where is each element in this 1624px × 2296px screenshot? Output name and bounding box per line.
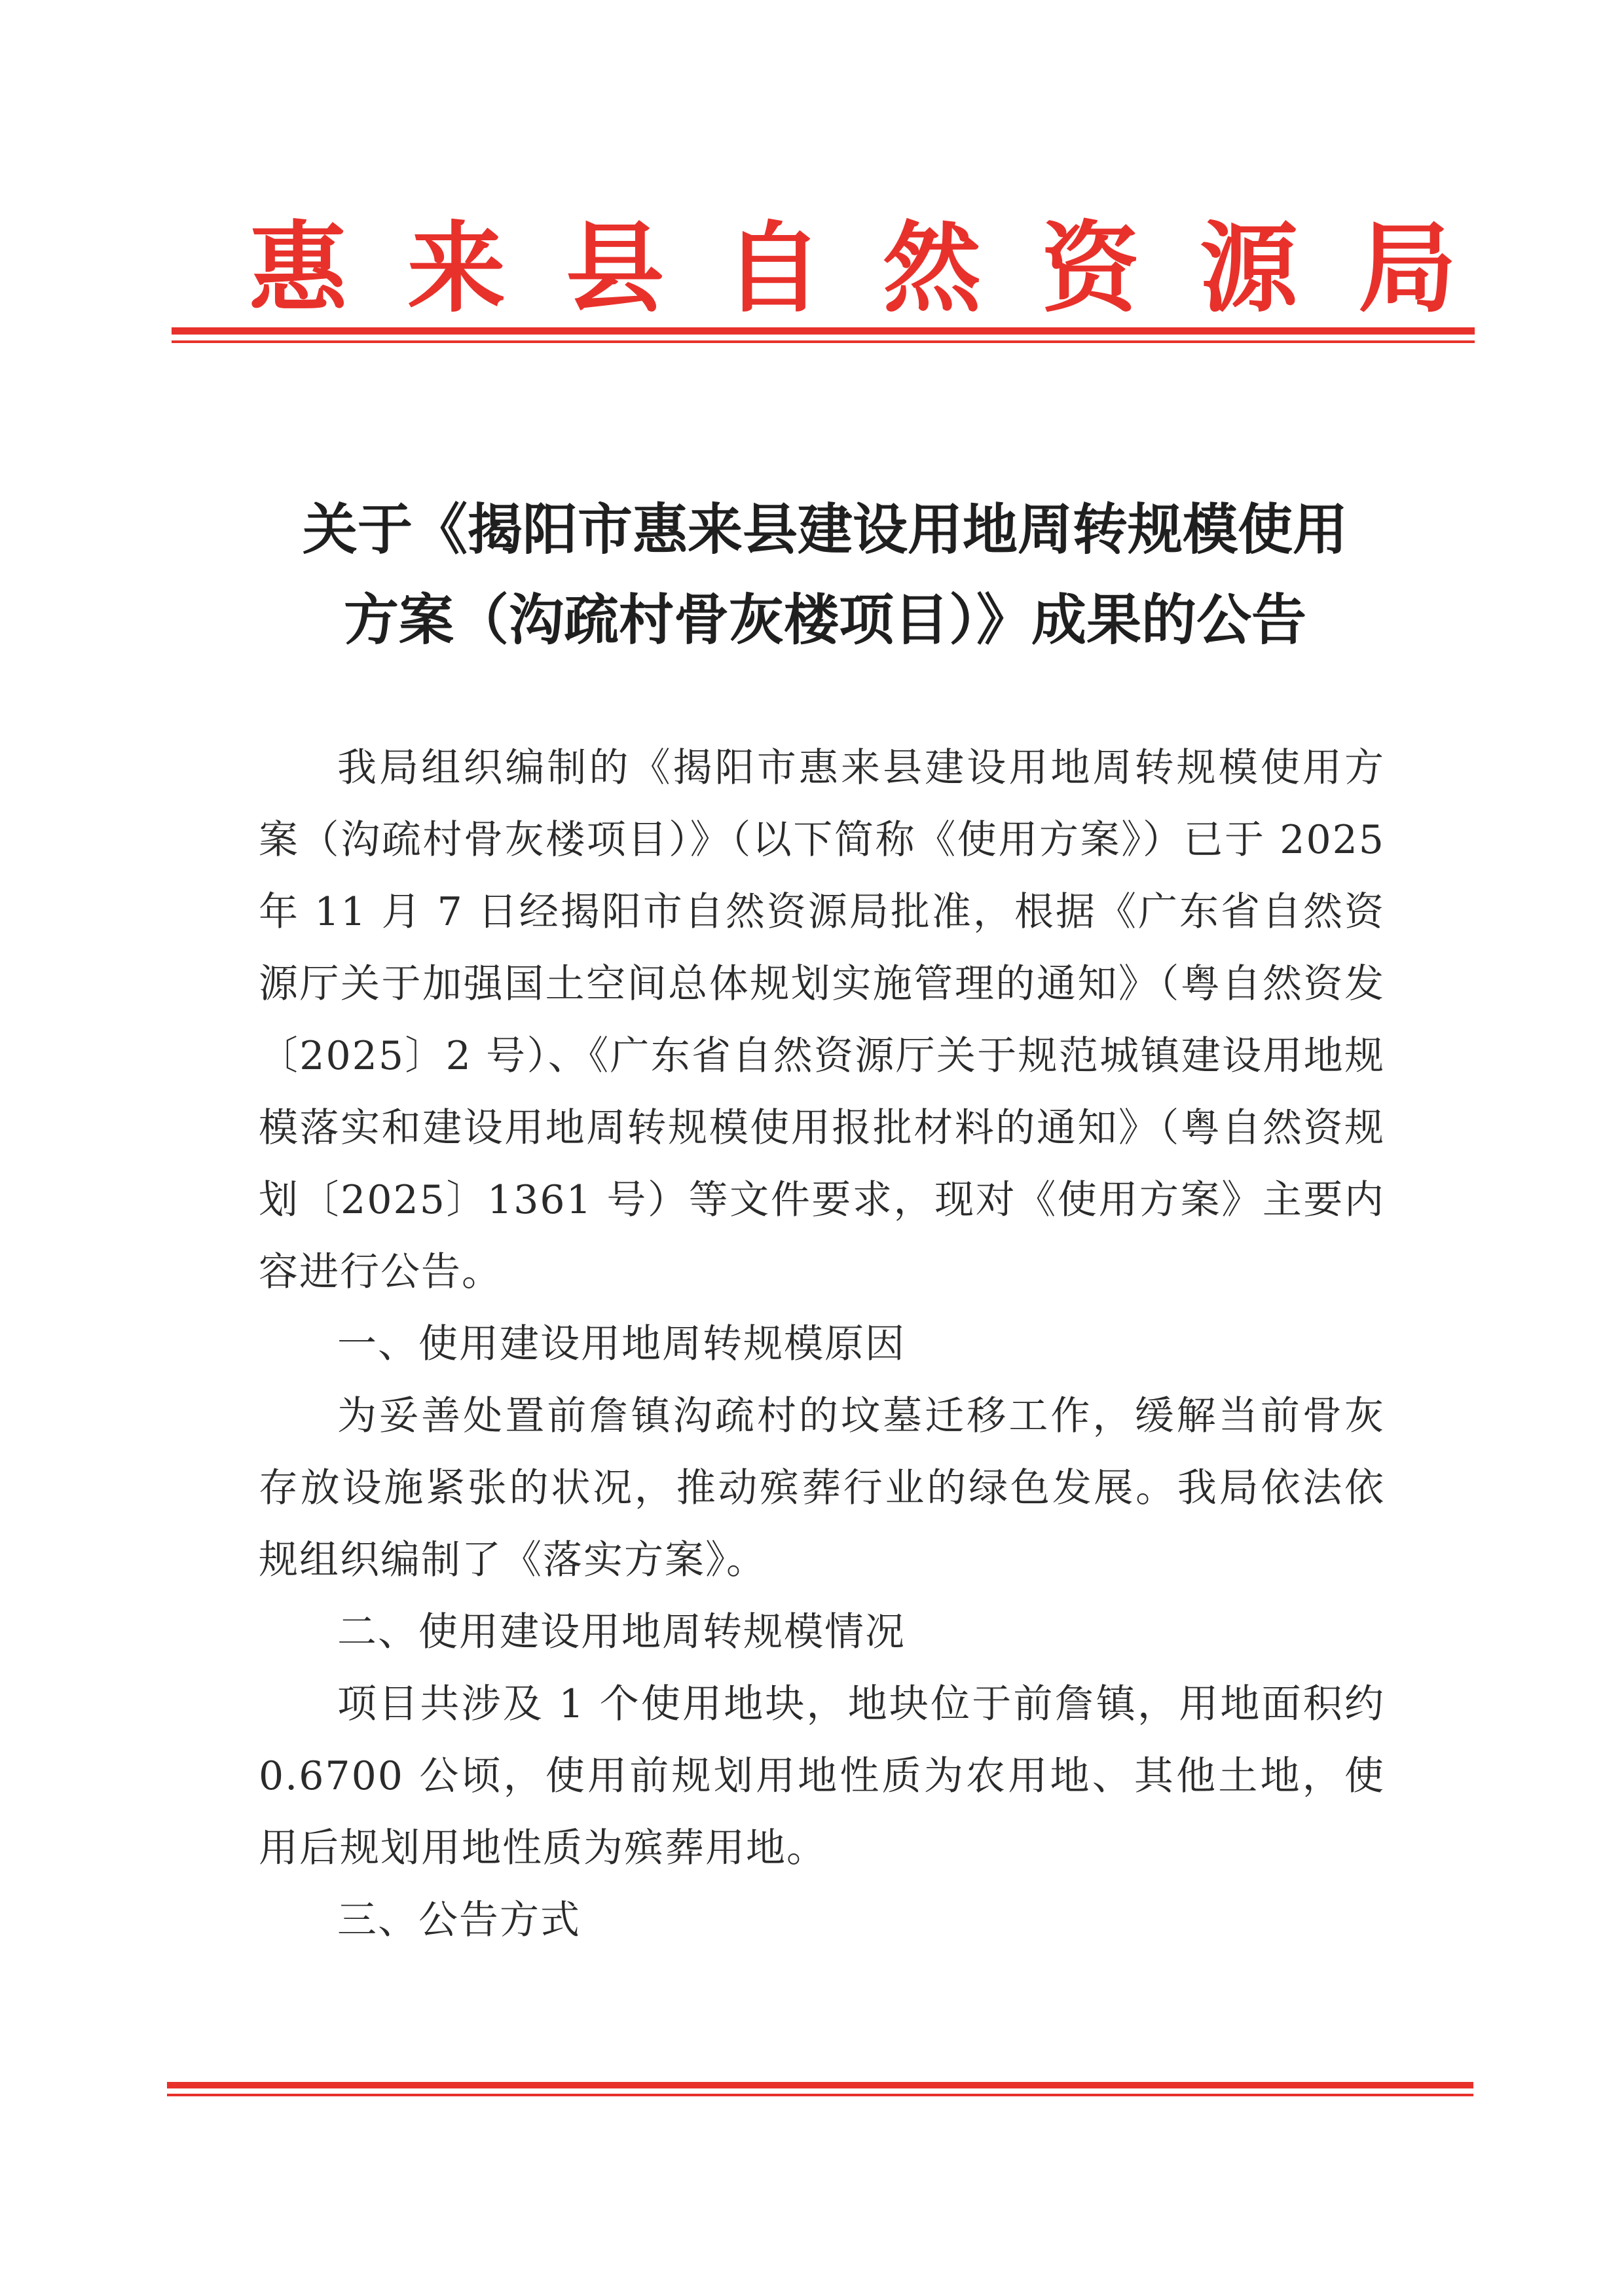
section-3-heading: 三、公告方式 [337, 1897, 581, 1943]
footer-rule-thin [167, 2094, 1473, 2096]
header-rule-thin [172, 340, 1475, 343]
title-line-1: 关于《揭阳市惠来县建设用地周转规模使用 [302, 498, 1348, 562]
section-2-heading: 二、使用建设用地周转规模情况 [337, 1609, 906, 1655]
intro-paragraph: 我局组织编制的《揭阳市惠来县建设用地周转规模使用方案（沟疏村骨灰楼项目）》（以下简称《使用方案》）已于 2025 年 11 月 7 日经揭阳市自然资源局批准，根据《广东省自然资源厅关于加强国土空间总体规划实施管理的通知》（粤自然资发〔2025〕2 号）、《广东省自然资源厅关于规范城镇建设用地规模落实和建设用地周转规模使用报批材料的通知》（粤自然资规划〔2025〕1361 号）等文件要求，现对《使用方案》主要内容进行公告。 [259, 745, 1385, 1295]
header-rule-thick [172, 327, 1475, 335]
section-1-heading: 一、使用建设用地周转规模原因 [337, 1321, 906, 1367]
announcement-body [259, 732, 1385, 1956]
section-2-paragraph: 项目共涉及 1 个使用地块，地块位于前詹镇，用地面积约 0.6700 公顷，使用前规划用地性质为农用地、其他土地，使用后规划用地性质为殡葬用地。 [259, 1681, 1385, 1871]
section-1-paragraph: 为妥善处置前詹镇沟疏村的坟墓迁移工作，缓解当前骨灰存放设施紧张的状况，推动殡葬行业的绿色发展。我局依法依规组织编制了《落实方案》。 [259, 1393, 1385, 1583]
issuing-authority-header: 惠来县自然资源局 [249, 211, 1517, 326]
announcement-title [236, 484, 1414, 665]
title-line-2: 方案（沟疏村骨灰楼项目）》成果的公告 [343, 588, 1306, 652]
footer-rule-thick [167, 2082, 1473, 2088]
